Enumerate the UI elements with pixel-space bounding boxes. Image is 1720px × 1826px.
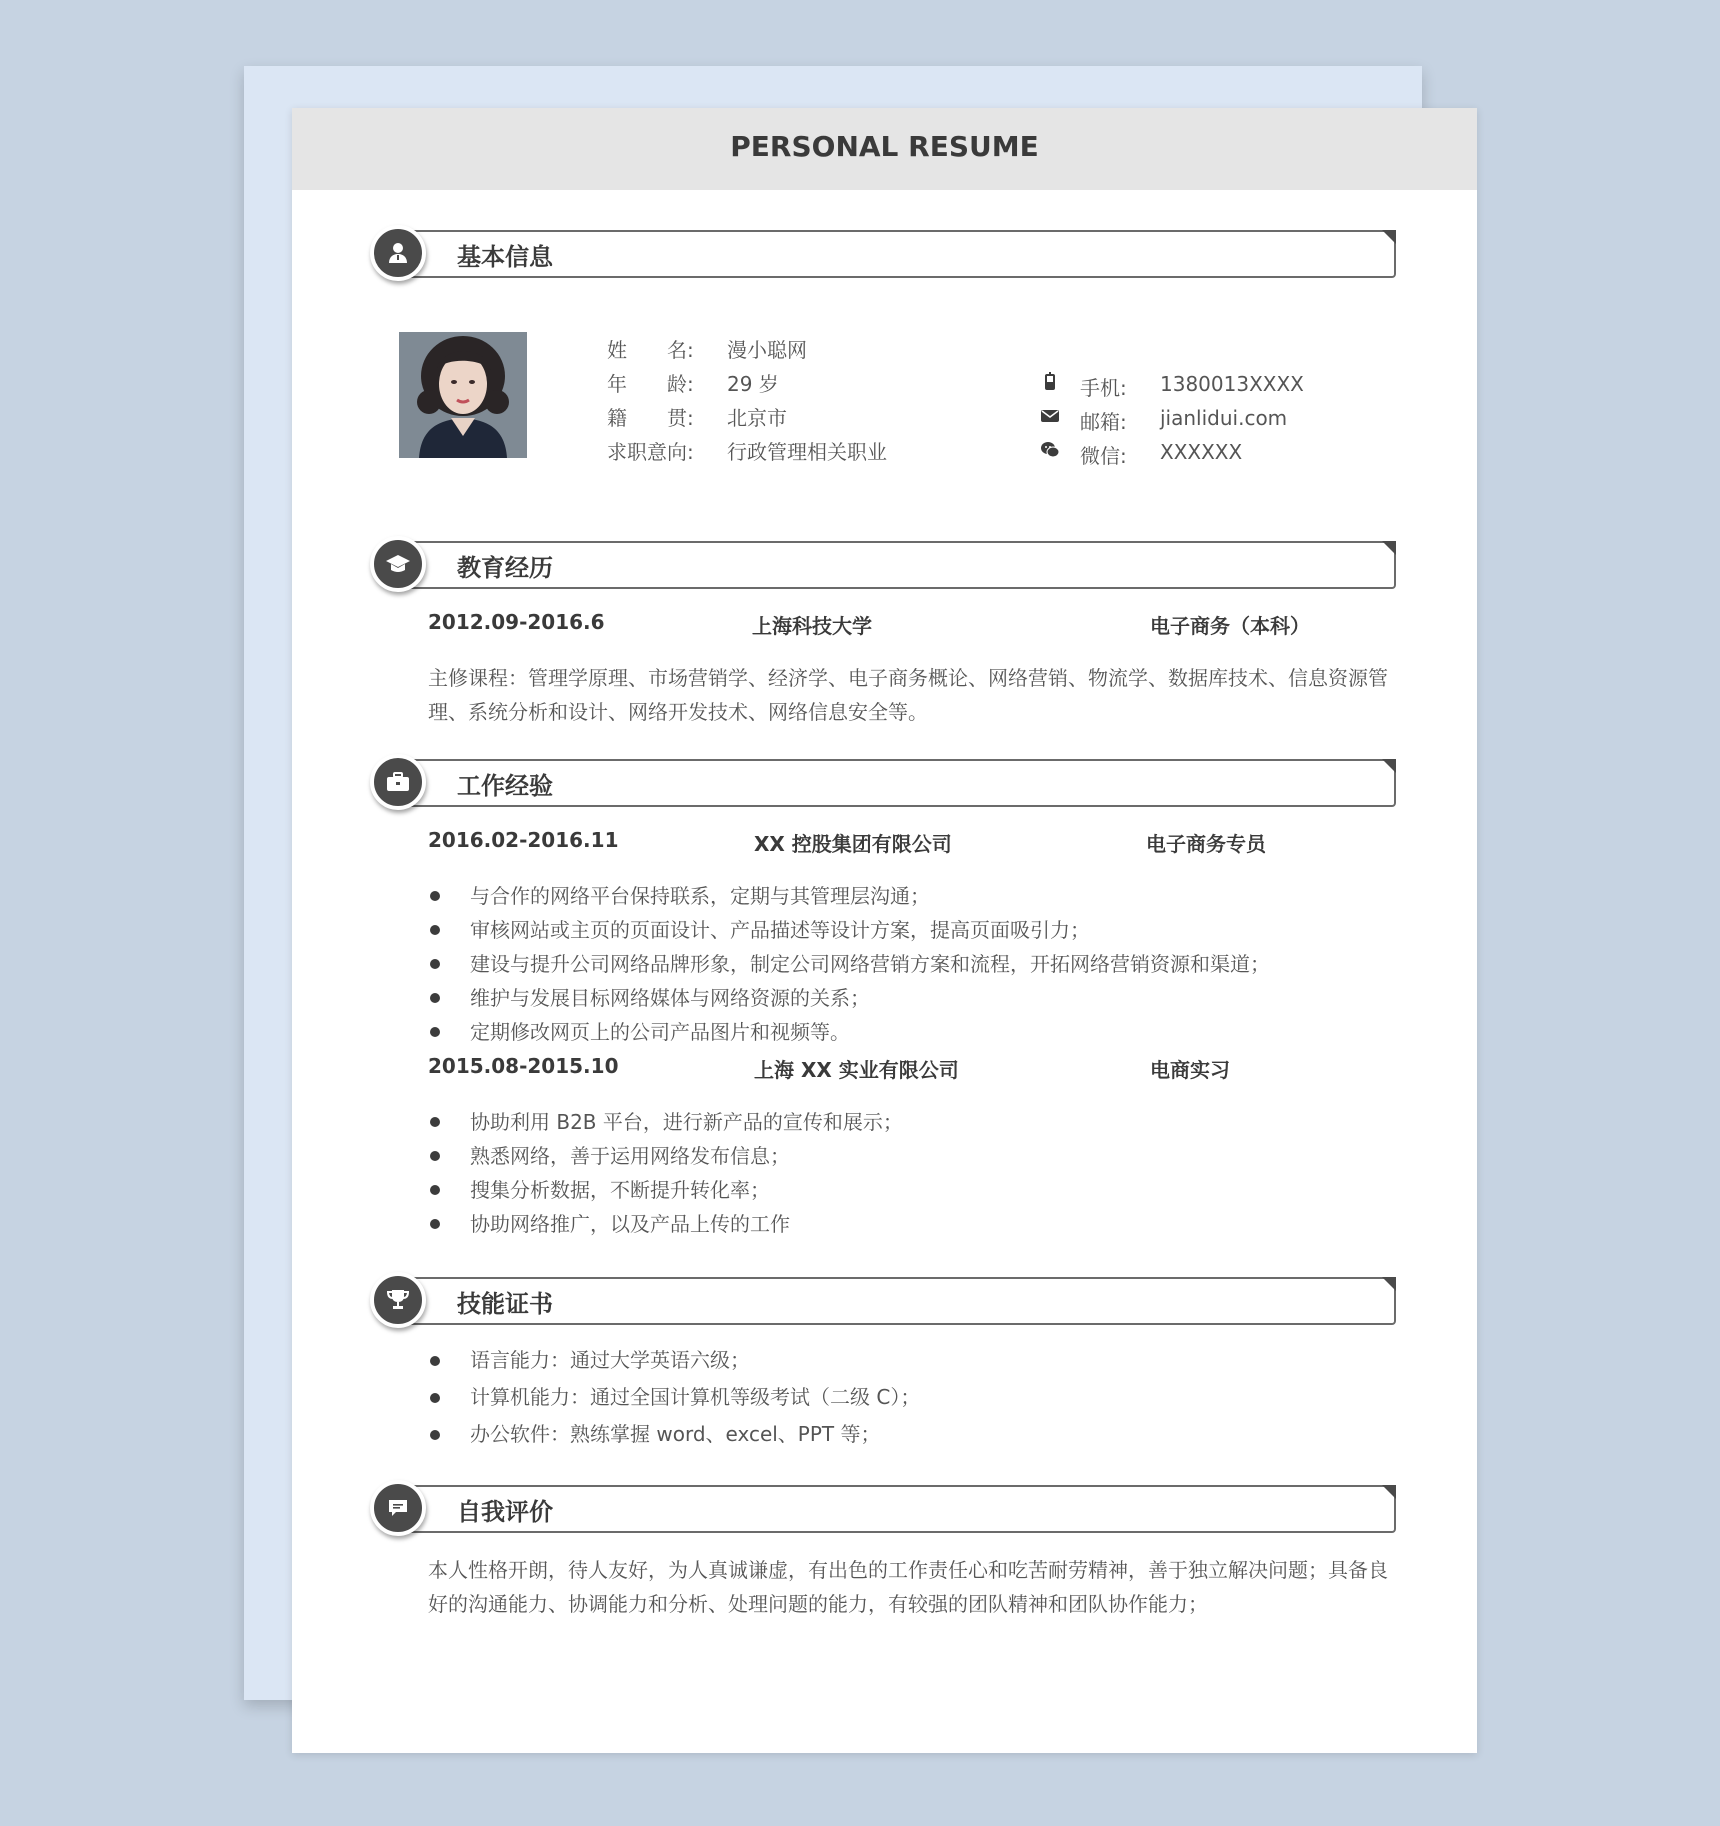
info-label: 求职意向: <box>607 440 694 464</box>
list-item: 建设与提升公司网络品牌形象，制定公司网络营销方案和流程，开拓网络营销资源和渠道； <box>428 947 1270 981</box>
section-self-header <box>370 1480 1405 1540</box>
edu-major: 电子商务（本科） <box>1150 614 1310 638</box>
self-evaluation: 本人性格开朗，待人友好，为人真诚谦虚，有出色的工作责任心和吃苦耐劳精神，善于独立解决问题；具备良好的沟通能力、协调能力和分析、处理问题的能力，有较强的团队精神和团队协作能力； <box>428 1558 1388 1616</box>
edu-date: 2012.09-2016.6 <box>428 610 605 634</box>
edu-school: 上海科技大学 <box>752 614 872 638</box>
job1-company: XX 控股集团有限公司 <box>754 832 952 856</box>
list-item: 审核网站或主页的页面设计、产品描述等设计方案，提高页面吸引力； <box>428 913 1270 947</box>
section-bar <box>406 1277 1396 1325</box>
job2-duties <box>428 1105 903 1241</box>
contact-label: 手机: <box>1080 376 1127 400</box>
info-label: 籍 贯: <box>607 406 694 430</box>
info-label: 姓 名: <box>607 338 694 362</box>
section-bar <box>406 1485 1396 1533</box>
section-basic-header <box>370 225 1405 285</box>
list-item: 定期修改网页上的公司产品图片和视频等。 <box>428 1015 1270 1049</box>
section-work-header <box>370 754 1405 814</box>
avatar <box>399 332 527 458</box>
section-bar <box>406 541 1396 589</box>
info-value: 29 岁 <box>727 372 779 396</box>
contact-value: XXXXXX <box>1160 440 1243 464</box>
list-item: 语言能力：通过大学英语六级； <box>428 1342 920 1379</box>
phone-icon <box>1040 372 1060 392</box>
edu-courses: 主修课程：管理学原理、市场营销学、经济学、电子商务概论、网络营销、物流学、数据库技术、信息资源管理、系统分析和设计、网络开发技术、网络信息安全等。 <box>428 666 1388 724</box>
section-bar <box>406 230 1396 278</box>
list-item: 搜集分析数据，不断提升转化率； <box>428 1173 903 1207</box>
job1-role: 电子商务专员 <box>1146 832 1266 856</box>
info-value: 北京市 <box>727 406 787 430</box>
contact-value: 1380013XXXX <box>1160 372 1304 396</box>
list-item: 协助利用 B2B 平台，进行新产品的宣传和展示； <box>428 1105 903 1139</box>
trophy-icon <box>370 1272 426 1328</box>
section-title: 教育经历 <box>457 554 553 582</box>
info-value: 漫小聪网 <box>727 338 807 362</box>
section-title: 技能证书 <box>457 1290 553 1318</box>
job2-company: 上海 XX 实业有限公司 <box>754 1058 959 1082</box>
contact-label: 邮箱: <box>1080 410 1127 434</box>
job1-duties <box>428 879 1270 1049</box>
job2-date: 2015.08-2015.10 <box>428 1054 619 1078</box>
section-title: 基本信息 <box>457 243 553 271</box>
list-item: 维护与发展目标网络媒体与网络资源的关系； <box>428 981 1270 1015</box>
job2-role: 电商实习 <box>1150 1058 1230 1082</box>
page-title: PERSONAL RESUME <box>730 130 1039 163</box>
job1-date: 2016.02-2016.11 <box>428 828 619 852</box>
resume-sheet <box>292 108 1477 1753</box>
section-education-header <box>370 536 1405 596</box>
list-item: 办公软件：熟练掌握 word、excel、PPT 等； <box>428 1416 920 1453</box>
briefcase-icon <box>370 754 426 810</box>
graduation-cap-icon <box>370 536 426 592</box>
section-bar <box>406 759 1396 807</box>
header-band <box>292 108 1477 190</box>
info-value: 行政管理相关职业 <box>727 440 887 464</box>
section-skills-header <box>370 1272 1405 1332</box>
list-item: 协助网络推广，以及产品上传的工作 <box>428 1207 903 1241</box>
list-item: 计算机能力：通过全国计算机等级考试（二级 C）； <box>428 1379 920 1416</box>
contact-value: jianlidui.com <box>1160 406 1288 430</box>
contact-label: 微信: <box>1080 444 1127 468</box>
person-icon <box>370 225 426 281</box>
list-item: 熟悉网络，善于运用网络发布信息； <box>428 1139 903 1173</box>
section-title: 工作经验 <box>457 772 553 800</box>
list-item: 与合作的网络平台保持联系，定期与其管理层沟通； <box>428 879 1270 913</box>
info-label: 年 龄: <box>607 372 694 396</box>
skills-list <box>428 1342 920 1453</box>
mail-icon <box>1040 406 1060 426</box>
section-title: 自我评价 <box>457 1498 553 1526</box>
wechat-icon <box>1040 440 1060 460</box>
comment-icon <box>370 1480 426 1536</box>
